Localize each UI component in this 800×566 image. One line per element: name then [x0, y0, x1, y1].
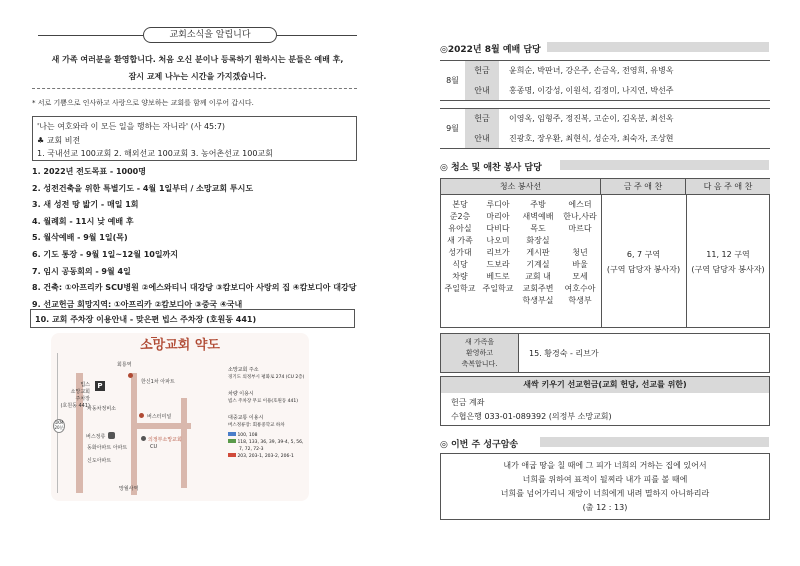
public-heading: 대중교통 이용시	[228, 415, 264, 421]
news-item: 5. 월삭예배 - 9월 1일(목)	[32, 233, 128, 243]
map-label-apt2: 동화아파트 아파트	[87, 445, 128, 451]
news-item: 3. 새 성전 땅 밟기 - 매일 1회	[32, 200, 139, 210]
worship-offering: 이영옥, 임형주, 정진복, 고순이, 김옥분, 최선옥	[499, 109, 770, 129]
cleaning-header: 다 음 주 애 찬	[686, 179, 770, 195]
cleaning-table	[440, 178, 770, 328]
worship-guide: 진광호, 장우환, 최현식, 성순자, 최숙자, 조상현	[499, 129, 770, 149]
new-family-content: 15. 황경숙 - 리브가	[529, 349, 599, 358]
new-family-box	[440, 333, 770, 373]
map-label-church: 의정부소망교회	[148, 437, 182, 443]
worship-month: 9월	[440, 109, 465, 149]
location-pin-icon	[128, 373, 133, 378]
cleaning-header: 청소 봉사선	[441, 179, 601, 195]
map-label-south: 망월사역	[119, 486, 139, 492]
welcome-line-1: 새 가족 여러분을 환영합니다. 처음 오신 분이나 등록하기 원하시는 분들은 예배 후,	[51, 55, 344, 64]
bus-line-1: 100, 108	[228, 432, 306, 439]
worship-guide-label: 안내	[465, 81, 499, 101]
cleaning-column: 주방 새벽예배 목도 화장실 게시판 기계실 교회 내 교회주변 학생부실	[522, 200, 554, 305]
map-label-school: 신도아파트	[87, 458, 112, 464]
worship-title: ◎2022년 8월 예배 담당	[440, 45, 541, 55]
church-map	[51, 333, 309, 501]
address-heading: 소망교회 주소	[228, 367, 259, 373]
verse-line: 너희를 넘어가리니 재앙이 너희에게 내려 멸하지 아니하리라	[500, 489, 710, 498]
public-text: 버스정류장: 회룡중학교 하차	[228, 423, 285, 428]
worship-offering: 윤희순, 박판녀, 강은주, 손금옥, 전영희, 유병옥	[499, 61, 770, 81]
cleaning-column: 본당 준2층 유아실 새 가족 성가대 식당 차량 주일학교	[444, 200, 476, 293]
verse-reference: (출 12 : 13)	[582, 503, 628, 512]
news-item: 6. 기도 통장 - 9월 1일~12월 10일까지	[32, 249, 179, 259]
worship-month: 8월	[440, 61, 465, 101]
news-item: 2. 성전건축을 위한 특별기도 - 4월 1일부터 / 소망교회 투시도	[32, 183, 254, 193]
map-label-apt1: 한신1차 아파트	[141, 379, 175, 385]
cleaning-header: 금 주 애 찬	[601, 179, 686, 195]
map-label-cu: CU	[150, 444, 158, 450]
news-item: 1. 2022년 전도목표 - 1000명	[32, 167, 146, 176]
car-heading: 차량 이용시	[228, 391, 254, 397]
next-week-zones: 11, 12 구역	[706, 250, 750, 259]
mission-offering-box	[440, 376, 770, 426]
memory-verse-title: ◎ 이번 주 성구암송	[440, 440, 519, 450]
vision-items: 1. 국내선교 100교회 2. 해외선교 100교회 3. 농어촌선교 100교회	[37, 149, 273, 158]
map-label-terminal: 차동차정비소	[87, 406, 116, 412]
bus-line-2: 118, 133, 36, 39, 39-4, 5, 56,	[228, 439, 306, 446]
distance-marker: 1KM 20분	[53, 419, 65, 433]
news-item: 4. 월례회 - 11시 낮 예배 후	[32, 216, 134, 226]
church-marker-icon	[141, 436, 146, 441]
welcome-line-2: 잠시 교제 나누는 시간을 가지겠습니다.	[128, 72, 267, 81]
map-label-vips: 빕스 소망교회 주차장 (호원동 441)	[60, 382, 90, 409]
cleaning-column: 에스더 한나,사라 마르다 청년 바울 모세 여호수아 학생부	[563, 200, 597, 305]
bus-icon	[108, 432, 115, 439]
news-item: 8. 건축: ①아프리카 SCU병원 ②에스와티니 대강당 ③캄보디아 사랑의 집 ④캄보디아 대강당	[32, 283, 357, 293]
news-item: 7. 임시 공동회의 - 9월 4일	[32, 266, 131, 276]
account-number: 수협은행 033-01-089392 (의정부 소망교회)	[451, 412, 612, 421]
greeting-text: * 서로 기쁨으로 인사하고 사랑으로 양보하는 교회를 함께 이루어 갑시다.	[32, 99, 254, 107]
next-week-meal	[686, 249, 770, 275]
parking-icon: P	[95, 381, 105, 391]
next-week-note: (구역 담당자 봉사자)	[691, 265, 765, 274]
vision-heading: ♣ 교회 비전	[37, 136, 81, 145]
car-text: 빕스 주차장 무료 이용(호원동 441)	[228, 399, 298, 404]
this-week-meal	[601, 249, 686, 275]
vision-box	[32, 116, 357, 161]
bus-line-3: 7, 72, 72-3	[239, 447, 264, 452]
page-title: 교회소식을 알립니다	[143, 27, 277, 43]
location-pin-icon	[139, 413, 144, 418]
bus-line-4: 203, 203-1, 203-2, 206-1	[228, 453, 306, 460]
verse-line: 내가 애굽 땅을 칠 때에 그 피가 너희의 거하는 집에 있어서	[503, 461, 707, 470]
map-label-north: 회룡역	[117, 362, 132, 368]
map-info	[228, 367, 306, 460]
mission-offering-title: 새싹 키우기 선교헌금(교회 헌당, 선교를 위한)	[441, 377, 769, 393]
news-item: 9. 선교헌금 회망지역: ①아프리카 ②캄보디아 ③중국 ④국내	[32, 299, 243, 309]
news-list	[32, 164, 362, 313]
worship-table	[440, 60, 770, 149]
worship-guide-label: 안내	[465, 129, 499, 149]
worship-guide: 홍종명, 이강성, 이원석, 김정미, 나지연, 박선주	[499, 81, 770, 101]
cleaning-title: ◎ 청소 및 애찬 봉사 담당	[440, 163, 542, 173]
vision-verse: '나는 여호와라 이 모든 일을 행하는 자니라' (사 45:7)	[37, 122, 226, 131]
map-title: 소망교회 약도	[140, 338, 220, 353]
this-week-zones: 6, 7 구역	[626, 250, 661, 259]
parking-info: 10. 교회 주차장 이용안내 - 맞은편 빕스 주차장 (호원동 441)	[30, 309, 355, 328]
map-label-bus: 버스터미널	[147, 414, 172, 420]
worship-offering-label: 헌금	[465, 109, 499, 129]
map-label-bus-stop: 버스정류	[86, 434, 106, 440]
account-label: 헌금 계좌	[451, 398, 485, 407]
verse-line: 너희를 위하여 표적이 될찌라 내가 피를 볼 때에	[522, 475, 688, 484]
new-family-label: 새 가족을 환영하고 축복합니다.	[441, 334, 519, 372]
worship-offering-label: 헌금	[465, 61, 499, 81]
cleaning-column: 루디아 마리아 다비다 나오미 리브가 드보라 베드로 주일학교	[482, 200, 514, 293]
this-week-note: (구역 담당자 봉사자)	[606, 265, 681, 274]
address-text: 경기도 의정부시 평화로 274 (CU 2층)	[228, 375, 305, 380]
memory-verse-box	[440, 453, 770, 520]
